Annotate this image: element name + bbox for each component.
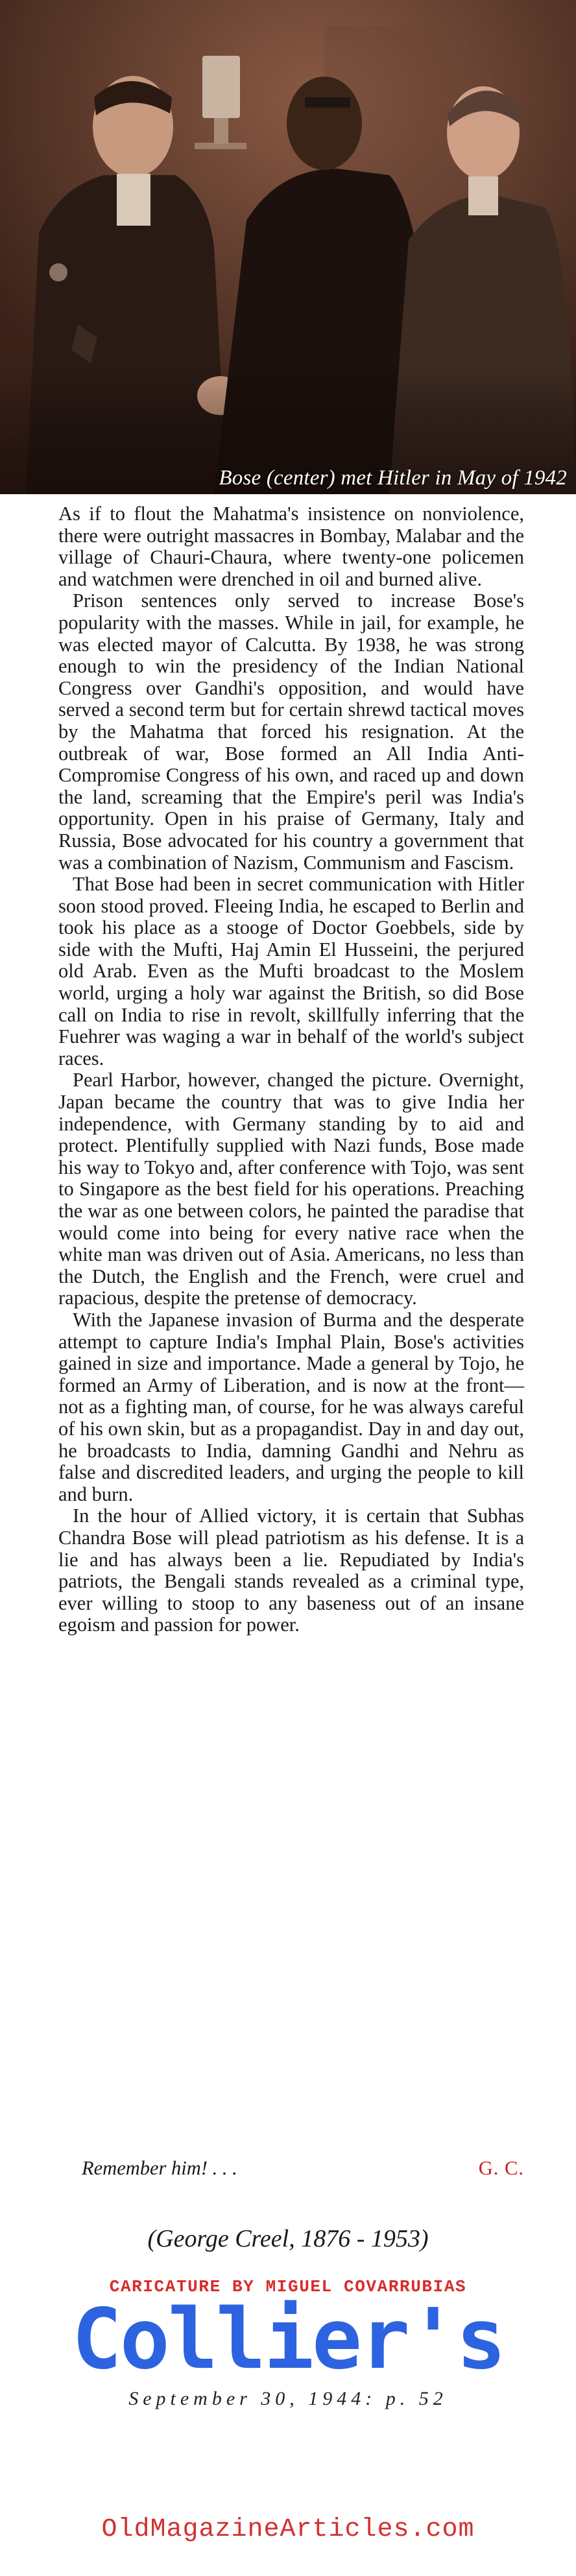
photo-illustration (0, 0, 576, 494)
paragraph-5: With the Japanese invasion of Burma and the desperate attempt to capture India's Imphal Plain, Bose's activities gained in size and importance. Made a general by Tojo, he formed an Army of Liberation, and is now at the front—not as a fighting man, of course, for he was always careful of his own skin, but as a propagandist. Day in and day out, he broadcasts to India, damning Gandhi and Nehru as false and discredited leaders, and urging the people to kill and burn. (58, 1308, 524, 1505)
paragraph-1: As if to flout the Mahatma's insistence on nonviolence, there were outright massacres in Bombay, Malabar and the village of Chauri-Chaura, where twenty-one policemen and watchmen were drenched in oil and burned alive. (58, 503, 524, 590)
caricature-credit: CARICATURE BY MIGUEL COVARRUBIAS (109, 2277, 467, 2296)
paragraph-4: Pearl Harbor, however, changed the picture. Overnight, Japan became the country that was to give India her independence, with Germany standing by to aid and protect. Plentifully supplied with Nazi funds, Bose made his way to Tokyo and, after conference with Tojo, was sent to Singapore as the best field for his operations. Preaching the war as one between colors, he painted the paradise that would come into being for every native race when the white man was driven out of Asia. Americans, no less than the Dutch, the English and the French, were cruel and rapacious, despite the pretense of democracy. (58, 1069, 524, 1309)
paragraph-2: Prison sentences only served to increase Bose's popularity with the masses. While in jail, for example, he was elected mayor of Calcutta. By 1938, he was strong enough to win the presidency of the Indian National Congress over Gandhi's opposition, and would have served a second term but for certain shrewd tactical moves by the Mahatma that forced his resignation. At the outbreak of war, Bose formed an All India Anti-Compromise Congress of his own, and raced up and down the land, screaming that the Empire's peril was India's opportunity. Open in his praise of Germany, Italy and Russia, Bose advocated for his country a government that was a combination of Nazism, Communism and Fascism. (58, 590, 524, 874)
article-body (58, 503, 524, 1636)
author-initials: G. C. (478, 2157, 524, 2179)
site-name[interactable]: OldMagazineArticles.com (101, 2515, 475, 2544)
article-signoff (82, 2157, 524, 2179)
remember-him-line: Remember him! . . . (82, 2157, 237, 2179)
paragraph-3: That Bose had been in secret communication with Hitler soon stood proved. Fleeing India, he escaped to Berlin and took his place as a stooge of Doctor Goebbels, side by side with the Mufti, Haj Amin El Husseini, the perjured old Arab. Even as the Mufti broadcast to the Moslem world, urging a holy war against the British, so did Bose call on India to rise in revolt, skillfully inferring that the Fuehrer was waging a war in behalf of the world's subject races. (58, 873, 524, 1069)
author-dates: (George Creel, 1876 - 1953) (147, 2225, 429, 2252)
issue-info: September 30, 1944: p. 52 (128, 2388, 448, 2409)
article-photo (0, 0, 576, 494)
paragraph-6: In the hour of Allied victory, it is certain that Subhas Chandra Bose will plead patriotism as his defense. It is a lie and has always been a lie. Repudiated by India's patriots, the Bengali stands revealed as a criminal type, ever willing to stoop to any baseness out of an insane egoism and passion for power. (58, 1505, 524, 1636)
magazine-masthead: Collier's (71, 2291, 505, 2388)
photo-caption: Bose (center) met Hitler in May of 1942 (219, 466, 567, 490)
